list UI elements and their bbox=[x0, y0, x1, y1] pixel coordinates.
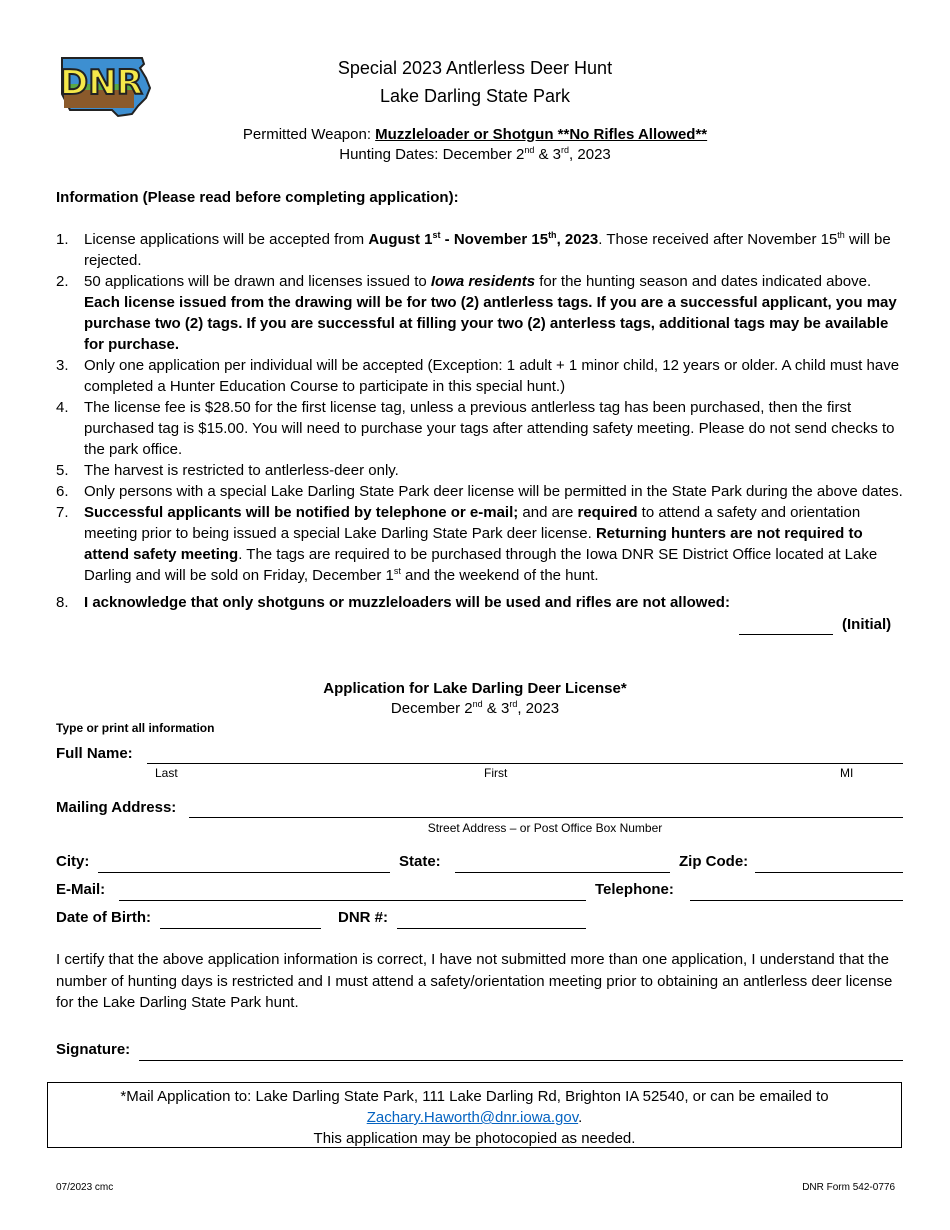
dnr-number-label: DNR #: bbox=[338, 909, 389, 926]
rule-2: 2. 50 applications will be drawn and licenses issued to Iowa residents for the hunting season and dates indicated above. Each license issued from the drawing will be for two (2) antlerless tags. If you are a successful applicant, you may purchase two (2) tags. If you are successful at filling your two (2) anterless tags, additional tags may be available for purchase. bbox=[56, 273, 897, 353]
mi-label: MI bbox=[840, 766, 854, 780]
mail-line1: *Mail Application to: Lake Darling State Park, 111 Lake Darling Rd, Brighton IA 52540, or can be emailed to bbox=[120, 1088, 829, 1105]
signature-field[interactable] bbox=[139, 1060, 903, 1061]
hunting-dates: Hunting Dates: December 2nd & 3rd, 2023 bbox=[339, 145, 611, 163]
first-label: First bbox=[484, 766, 508, 780]
footer-left: 07/2023 cmc bbox=[56, 1182, 114, 1193]
info-heading: Information (Please read before completing application): bbox=[56, 189, 459, 206]
full-name-label: Full Name: bbox=[56, 745, 133, 762]
mailing-address-label: Mailing Address: bbox=[56, 799, 177, 816]
rule-7: 7. Successful applicants will be notified by telephone or e-mail; and are required to attend a safety and orientation meeting prior to being issued a special Lake Darling State Park deer license. Returning hunters are not required to attend safety meeting. The tags are required to be purchased through the Iowa DNR SE District Office located at Lake Darling and will be sold on Friday, December 1st and the weekend of the hunt. bbox=[56, 504, 878, 584]
state-label: State: bbox=[399, 853, 441, 870]
city-label: City: bbox=[56, 853, 90, 870]
dob-label: Date of Birth: bbox=[56, 909, 151, 926]
rule-3: 3. Only one application per individual will be accepted (Exception: 1 adult + 1 minor child, 12 years or older. A child must have completed a Hunter Education Course to participate in this special hunt.) bbox=[56, 357, 900, 395]
rule-5: 5. The harvest is restricted to antlerless-deer only. bbox=[56, 462, 399, 479]
rule-8: 8. I acknowledge that only shotguns or muzzleloaders will be used and rifles are not allowed: bbox=[56, 594, 730, 611]
city-field[interactable] bbox=[98, 872, 390, 873]
rules-list bbox=[56, 229, 906, 613]
zip-label: Zip Code: bbox=[679, 853, 749, 870]
last-label: Last bbox=[155, 766, 178, 780]
dnr-number-field[interactable] bbox=[397, 928, 586, 929]
zip-field[interactable] bbox=[755, 872, 903, 873]
mail-line3: This application may be photocopied as needed. bbox=[313, 1130, 636, 1147]
telephone-field[interactable] bbox=[690, 900, 903, 901]
rule-6: 6. Only persons with a special Lake Darling State Park deer license will be permitted in the State Park during the above dates. bbox=[56, 483, 903, 500]
mailing-address-field[interactable] bbox=[189, 817, 903, 818]
application-title: Application for Lake Darling Deer License* bbox=[323, 680, 627, 697]
instructions: Type or print all information bbox=[56, 721, 215, 735]
rule-4: 4. The license fee is $28.50 for the first license tag, unless a previous antlerless tag has been purchased, then the first purchased tag is $15.00. You will need to purchase your tags after attending safety meeting. Please do not send checks to the park office. bbox=[56, 399, 895, 458]
mail-line2: Zachary.Haworth@dnr.iowa.gov. bbox=[366, 1109, 583, 1126]
email-label: E-Mail: bbox=[56, 881, 106, 898]
email-field[interactable] bbox=[119, 900, 586, 901]
footer-right: DNR Form 542-0776 bbox=[802, 1182, 895, 1193]
full-name-field[interactable] bbox=[147, 763, 903, 764]
form-title-line2: Lake Darling State Park bbox=[379, 86, 571, 106]
initial-label: (Initial) bbox=[842, 616, 892, 633]
permitted-weapon: Permitted Weapon: Muzzleloader or Shotgun **No Rifles Allowed** bbox=[242, 126, 708, 143]
state-field[interactable] bbox=[455, 872, 670, 873]
dob-field[interactable] bbox=[160, 928, 321, 929]
signature-label: Signature: bbox=[56, 1041, 131, 1058]
application-dates: December 2nd & 3rd, 2023 bbox=[390, 699, 560, 717]
street-hint: Street Address – or Post Office Box Number bbox=[427, 821, 663, 835]
telephone-label: Telephone: bbox=[595, 881, 674, 898]
form-title-line1: Special 2023 Antlerless Deer Hunt bbox=[337, 58, 613, 78]
svg-text:DNR: DNR bbox=[60, 63, 143, 103]
certification-text: I certify that the above application information is correct, I have not submitted more than one application, I understand that the number of hunting days is restricted and I must attend a safety/orientation meeting prior to obtaining an antlerless deer license for the Lake Darling State Park hunt. bbox=[56, 951, 893, 1011]
mail-instructions-box bbox=[47, 1082, 902, 1148]
initial-field[interactable] bbox=[739, 634, 833, 635]
email-link[interactable]: Zachary.Haworth@dnr.iowa.gov bbox=[366, 1109, 579, 1126]
rule-1: 1. License applications will be accepted from August 1st - November 15th, 2023. Those received after November 15th will be rejected. bbox=[56, 230, 891, 269]
